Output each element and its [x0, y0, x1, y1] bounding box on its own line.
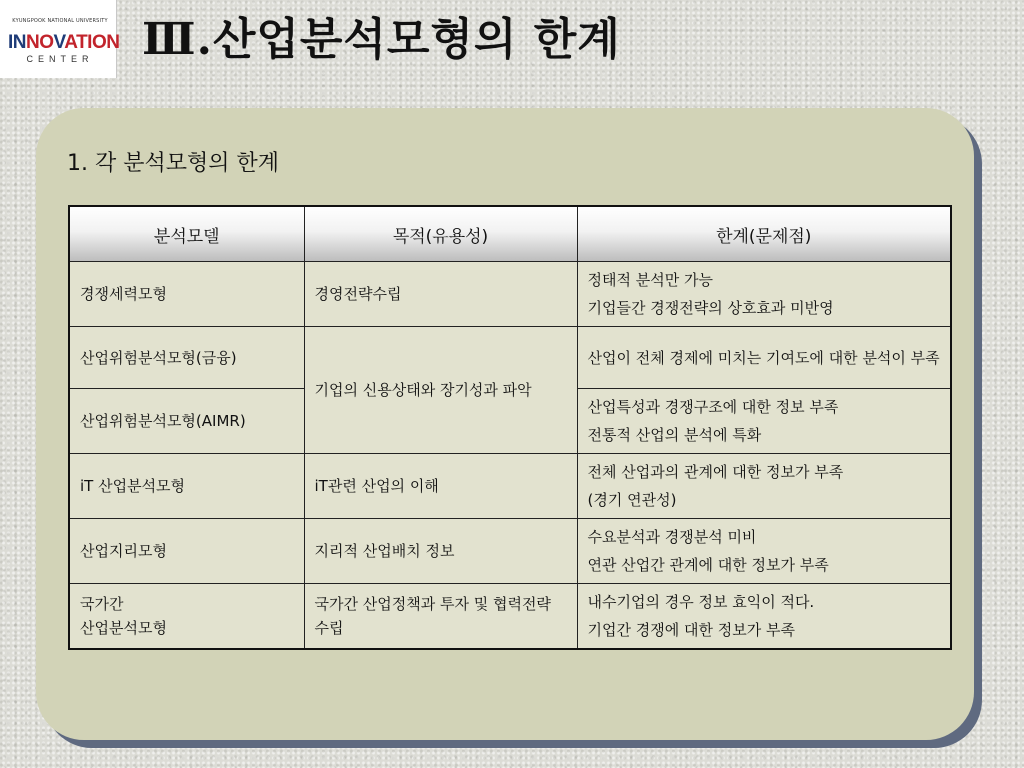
- table-row: [69, 519, 951, 584]
- logo-wordmark: [8, 32, 119, 54]
- table-row: [69, 262, 951, 327]
- logo-university-text: KYUNGPOOK NATIONAL UNIVERSITY: [12, 18, 108, 24]
- cell-text: 전체 산업과의 관계에 대한 정보가 부족: [587, 463, 844, 481]
- cell-text: 전통적 산업의 분석에 특화: [587, 426, 762, 444]
- table-header-row: [69, 206, 951, 262]
- cell-limits: [577, 262, 951, 327]
- cell-purpose: [304, 262, 577, 327]
- cell-text: 산업지리모형: [80, 542, 167, 560]
- cell-text: 지리적 산업배치 정보: [314, 542, 455, 560]
- cell-text: 산업분석모형: [80, 619, 167, 637]
- cell-limits: [577, 327, 951, 389]
- cell-model: [69, 262, 304, 327]
- logo-wordmark-in: IN: [8, 32, 26, 53]
- cell-text: 기업들간 경쟁전략의 상호효과 미반영: [587, 299, 834, 317]
- cell-text: 내수기업의 경우 정보 효익이 적다.: [587, 593, 815, 611]
- slide-title: Ⅲ.산업분석모형의 한계: [142, 14, 621, 65]
- header-limits: 한계(문제점): [577, 206, 951, 262]
- cell-text: 연관 산업간 관계에 대한 정보가 부족: [587, 556, 829, 574]
- logo-innovation-center: [0, 0, 120, 78]
- cell-model: [69, 327, 304, 389]
- table-row: [69, 327, 951, 389]
- logo-wordmark-no: NO: [26, 32, 54, 53]
- cell-model: [69, 584, 304, 650]
- section-heading: 1. 각 분석모형의 한계: [67, 151, 279, 176]
- cell-model: [69, 389, 304, 454]
- cell-text: 산업이 전체 경제에 미치는 기여도에 대한 분석이 부족: [587, 348, 940, 367]
- cell-limits: [577, 454, 951, 519]
- cell-purpose: [304, 519, 577, 584]
- cell-text: iT관련 산업의 이해: [314, 477, 439, 495]
- logo-wordmark-ation: ATION: [64, 32, 120, 53]
- cell-purpose: [304, 327, 577, 454]
- cell-text: 국가간 산업정책과 투자 및 협력전략 수립: [314, 595, 551, 637]
- cell-text: 산업위험분석모형(AIMR): [80, 412, 246, 430]
- header-purpose: 목적(유용성): [304, 206, 577, 262]
- cell-text: 경쟁세력모형: [80, 285, 167, 303]
- header-model: 분석모델: [69, 206, 304, 262]
- cell-text: iT 산업분석모형: [80, 477, 186, 495]
- cell-text: 정태적 분석만 가능: [587, 271, 713, 289]
- table-row: [69, 584, 951, 650]
- cell-limits: [577, 389, 951, 454]
- cell-purpose: [304, 584, 577, 650]
- cell-text: 국가간: [80, 595, 124, 613]
- cell-text: 산업위험분석모형(금융): [80, 348, 237, 367]
- cell-model: [69, 519, 304, 584]
- cell-model: [69, 454, 304, 519]
- cell-text: 수요분석과 경쟁분석 미비: [587, 528, 757, 546]
- logo-wordmark-v: V: [53, 32, 65, 53]
- cell-purpose: [304, 454, 577, 519]
- model-limits-table: [68, 205, 952, 650]
- cell-text: 산업특성과 경쟁구조에 대한 정보 부족: [587, 398, 839, 416]
- table-row: [69, 454, 951, 519]
- cell-text: (경기 연관성): [587, 491, 677, 509]
- cell-text: 기업의 신용상태와 장기성과 파악: [314, 381, 532, 399]
- logo-subtitle: CENTER: [26, 54, 94, 64]
- cell-text: 기업간 경쟁에 대한 정보가 부족: [587, 621, 795, 639]
- cell-limits: [577, 519, 951, 584]
- cell-text: 경영전략수립: [314, 285, 402, 303]
- cell-limits: [577, 584, 951, 650]
